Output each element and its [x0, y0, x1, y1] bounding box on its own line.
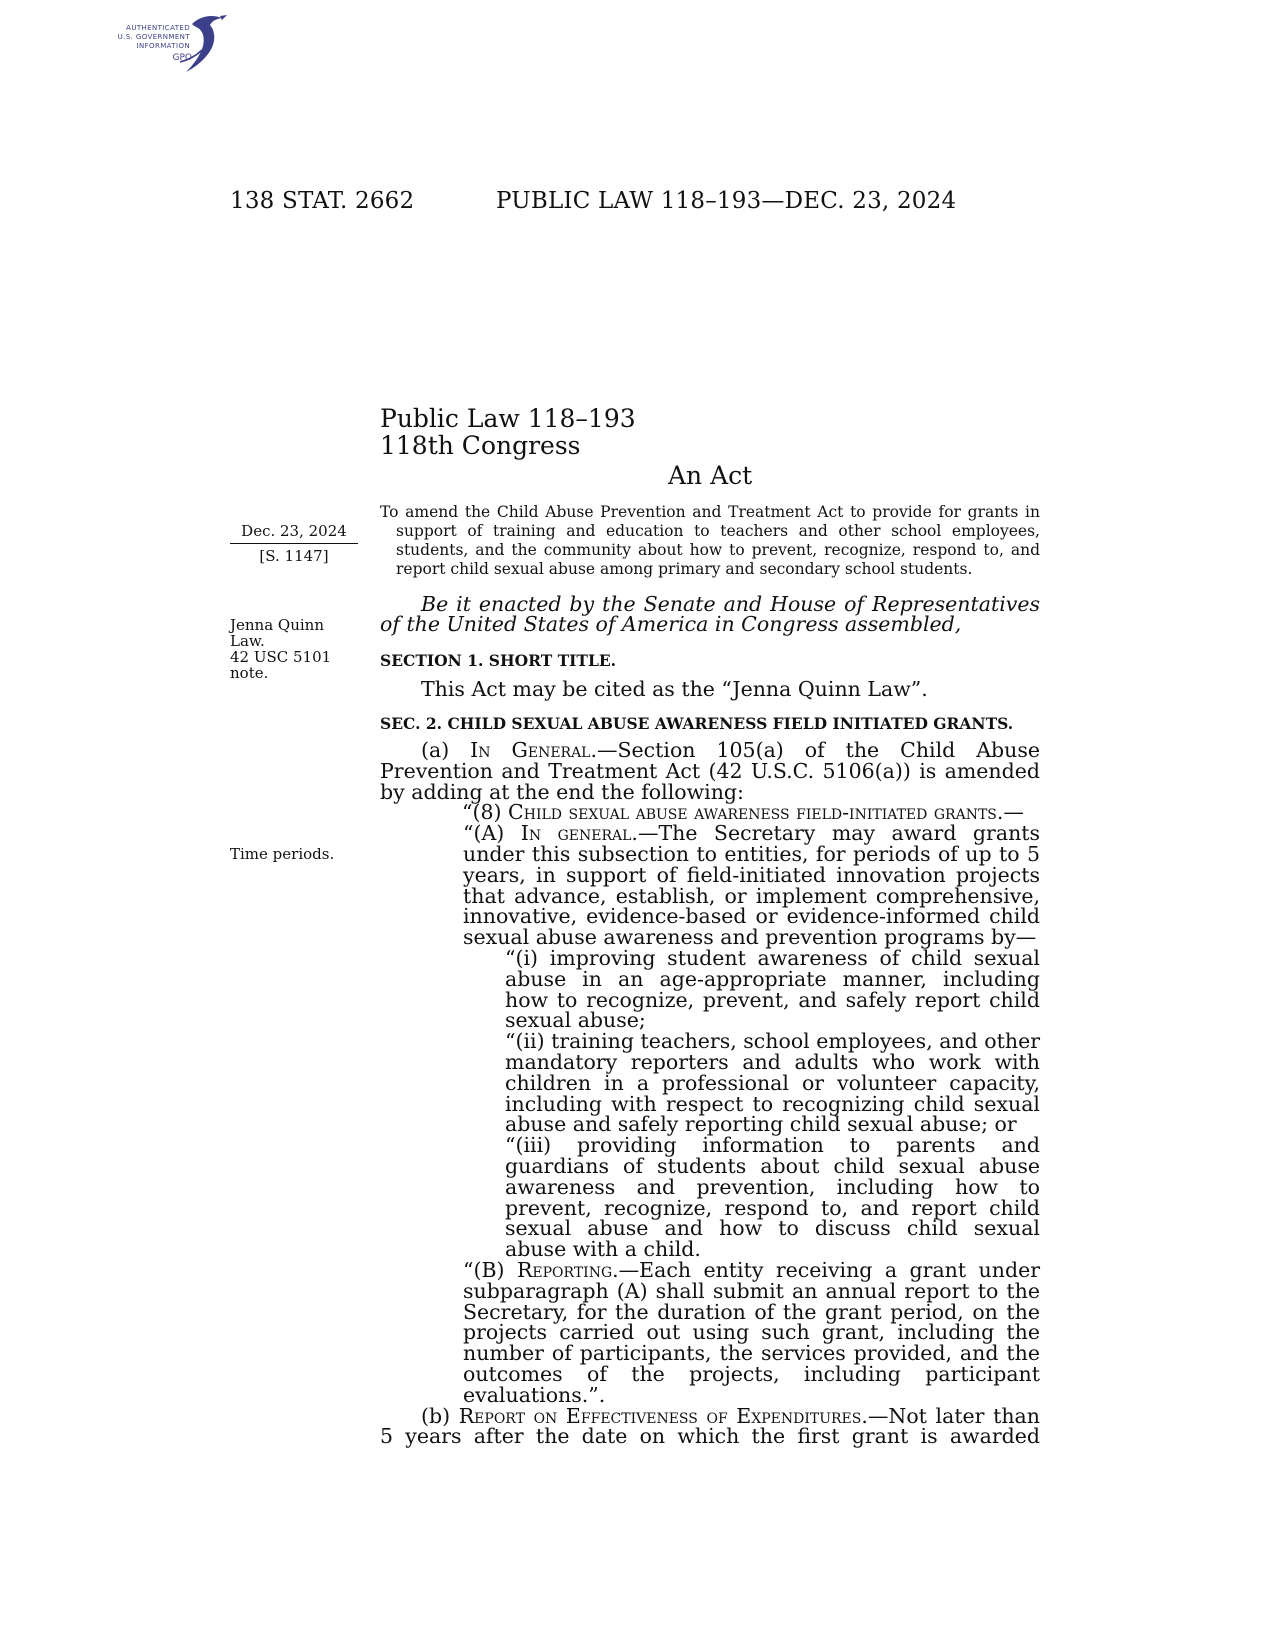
- section-2-body: [380, 740, 1040, 1447]
- subparagraph-B-text: .—Each entity receiving a grant under subparagraph (A) shall submit an annual report to the Secretary, for the duration of the grant period, on the projects carried out using such grant, including the number of participants, the services provided, and the outcomes of the projects, including participant evaluations.”.: [463, 1257, 1040, 1407]
- subsection-b: [380, 1403, 1040, 1449]
- long-title: To amend the Child Abuse Prevention and Treatment Act to provide for grants in support of training and education to teachers and other school employees, students, and the community about how to prevent, recognize, respond to, and report child sexual abuse among primary and secondary school students.: [380, 503, 1040, 578]
- subparagraph-A-heading: In general: [520, 821, 632, 846]
- subsection-b-label: (b): [421, 1403, 459, 1428]
- eagle-icon: [172, 10, 230, 76]
- clause-iii: “(iii) providing information to parents and guardians of students about child sexual abuse awareness and prevention, including how to prevent, recognize, respond to, and report child sexual abuse and how to discuss child sexual abuse with a child.: [505, 1133, 1040, 1262]
- seal-text-information: INFORMATION: [136, 42, 190, 50]
- seal-text-authenticated: AUTHENTICATED: [126, 24, 190, 32]
- section-1-heading: SECTION 1. SHORT TITLE.: [380, 651, 617, 670]
- seal-text-government: U.S. GOVERNMENT: [117, 33, 190, 41]
- section-1-text: This Act may be cited as the “Jenna Quinn Law”.: [421, 677, 928, 701]
- public-law-number: Public Law 118–193: [380, 404, 636, 433]
- subsection-b-text: .—Not later than 5 years after the date on which the first grant is awarded: [380, 1403, 1040, 1449]
- enacting-clause: Be it enacted by the Senate and House of Representatives of the United States of America in Congress assembled,: [380, 592, 1040, 636]
- subparagraph-A-text: .—The Secretary may award grants under this subsection to entities, for periods of up to 5 years, in support of field-initiated innovation projects that advance, establish, or implement comprehensive, innovative, evidence-based or evidence-informed child sexual abuse awareness and prevention programs by—: [463, 821, 1041, 950]
- congress-number: 118th Congress: [380, 431, 581, 460]
- paragraph-8-dash: .—: [996, 800, 1024, 825]
- running-title: PUBLIC LAW 118–193—DEC. 23, 2024: [496, 188, 957, 214]
- section-2-heading: SEC. 2. CHILD SEXUAL ABUSE AWARENESS FIELD INITIATED GRANTS.: [380, 714, 1014, 733]
- subsection-a-text: .—Section 105(a) of the Child Abuse Prevention and Treatment Act (42 U.S.C. 5106(a)) is amended by adding at the end the following:: [380, 738, 1040, 804]
- margin-note-time-periods: Time periods.: [230, 845, 335, 863]
- subsection-a-heading: In General: [470, 738, 591, 762]
- subparagraph-B-heading: Reporting: [516, 1257, 613, 1282]
- subparagraph-B-label: “(B): [463, 1257, 517, 1282]
- bill-number: [S. 1147]: [259, 547, 329, 565]
- law-designation: [380, 405, 636, 459]
- act-heading: An Act: [668, 461, 753, 490]
- subparagraph-A: [380, 823, 1040, 948]
- paragraph-8-label: “(8): [462, 800, 509, 825]
- clause-i: “(i) improving student awareness of child sexual abuse in an age-appropriate manner, including how to recognize, prevent, and safely report child sexual abuse;: [505, 945, 1040, 1033]
- subsection-a-label: (a): [421, 738, 471, 762]
- subparagraph-B: [380, 1257, 1040, 1407]
- gpo-authentication-seal: [95, 10, 230, 76]
- margin-note-short-title: [230, 617, 360, 681]
- clause-ii: “(ii) training teachers, school employees, and other mandatory reporters and adults who work with children in a professional or volunteer capacity, including with respect to recognizing child sexual abuse and safely reporting child sexual abuse; or: [505, 1029, 1041, 1137]
- enactment-date-block: [230, 523, 358, 564]
- paragraph-8: [380, 802, 1040, 823]
- subsection-a: [380, 740, 1040, 802]
- enactment-date: Dec. 23, 2024: [230, 523, 358, 544]
- subsection-b-heading: Report on Effectiveness of Expenditures: [458, 1403, 862, 1428]
- paragraph-8-heading: Child sexual abuse awareness field-initiated grants: [508, 800, 997, 825]
- margin-note-short-title-text: Jenna Quinn Law.: [230, 616, 324, 650]
- page-reference: 138 STAT. 2662: [230, 188, 415, 214]
- margin-note-usc: 42 USC 5101: [230, 648, 332, 666]
- seal-text-gpo: GPO: [172, 53, 192, 63]
- margin-note-note: note.: [230, 664, 269, 682]
- subparagraph-A-label: “(A): [463, 821, 521, 846]
